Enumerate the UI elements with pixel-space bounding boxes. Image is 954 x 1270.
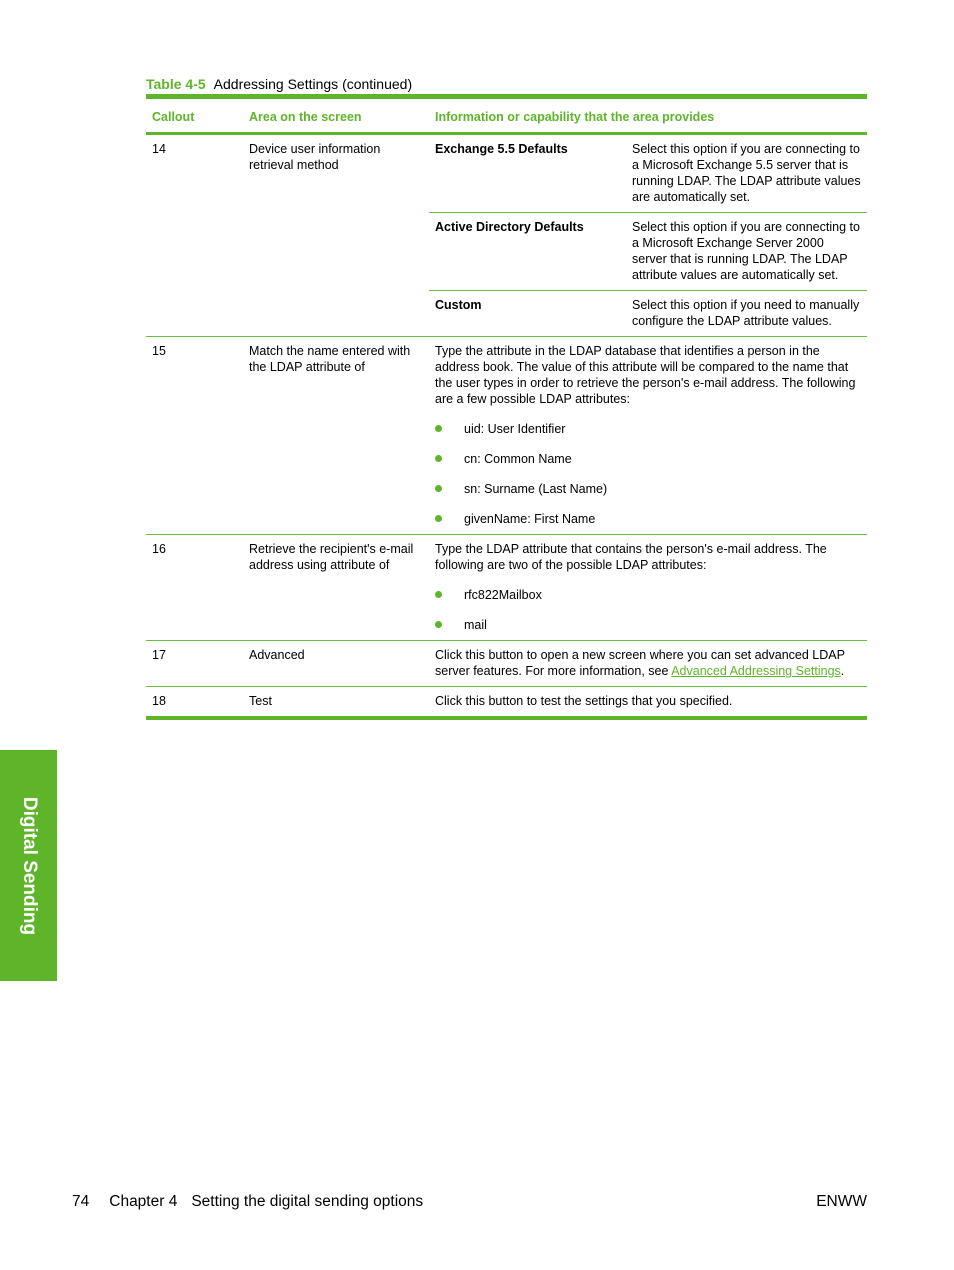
list-item — [435, 481, 861, 497]
bullet-icon — [435, 515, 442, 522]
header-area: Area on the screen — [243, 97, 429, 134]
table-title: Addressing Settings (continued) — [213, 76, 413, 92]
info-cell — [429, 641, 867, 687]
footer-left — [72, 1193, 423, 1211]
bullet-icon — [435, 485, 442, 492]
list-item — [435, 511, 861, 527]
table-row — [146, 687, 867, 719]
option-desc: Select this option if you are connecting to a Microsoft Exchange 5.5 server that is running LDAP. The LDAP attribute values are automatically set. — [626, 135, 867, 213]
list-item-text: rfc822Mailbox — [464, 588, 542, 602]
list-item-text: sn: Surname (Last Name) — [464, 482, 608, 496]
table-row — [146, 134, 867, 337]
header-callout: Callout — [146, 97, 243, 134]
option-row — [429, 135, 867, 213]
bullet-icon — [435, 455, 442, 462]
callout-cell: 15 — [146, 337, 243, 535]
info-cell — [429, 134, 867, 337]
options-subtable — [429, 135, 867, 336]
callout-cell: 14 — [146, 134, 243, 337]
area-cell: Match the name entered with the LDAP attribute of — [243, 337, 429, 535]
info-text: Click this button to open a new screen where you can set advanced LDAP server features. For more information, see — [435, 648, 845, 678]
list-item-text: mail — [464, 618, 487, 632]
table-row — [146, 535, 867, 641]
callout-cell: 17 — [146, 641, 243, 687]
area-cell: Device user information retrieval method — [243, 134, 429, 337]
info-text: Type the LDAP attribute that contains the person's e-mail address. The following are two of the possible LDAP attributes: — [435, 542, 827, 572]
info-cell — [429, 337, 867, 535]
attribute-list — [435, 587, 861, 633]
option-desc: Select this option if you need to manually configure the LDAP attribute values. — [632, 298, 860, 328]
option-row — [429, 291, 867, 337]
area-cell: Advanced — [243, 641, 429, 687]
advanced-addressing-settings-link[interactable]: Advanced Addressing Settings — [671, 664, 841, 678]
table-caption — [146, 76, 412, 92]
info-cell — [429, 535, 867, 641]
table-header-row — [146, 97, 867, 134]
bullet-icon — [435, 621, 442, 628]
header-info: Information or capability that the area provides — [429, 97, 867, 134]
attribute-list — [435, 421, 861, 527]
option-name: Active Directory Defaults — [429, 213, 626, 291]
option-name: Custom — [435, 298, 482, 312]
footer-right: ENWW — [816, 1193, 867, 1210]
list-item-text: uid: User Identifier — [464, 422, 566, 436]
table-row — [146, 337, 867, 535]
list-item — [435, 421, 861, 437]
addressing-settings-table — [146, 94, 867, 720]
chapter-side-tab — [0, 750, 57, 981]
info-text: Type the attribute in the LDAP database that identifies a person in the address book. The value of this attribute will be compared to the name that the user types in order to retrieve the person's e-mail address. The following are a few possible LDAP attributes: — [435, 344, 856, 406]
list-item — [435, 617, 861, 633]
table-row — [146, 641, 867, 687]
chapter-label: Chapter 4 — [109, 1193, 178, 1210]
callout-cell: 18 — [146, 687, 243, 719]
area-cell: Retrieve the recipient's e-mail address using attribute of — [243, 535, 429, 641]
list-item-text: cn: Common Name — [464, 452, 572, 466]
list-item-text: givenName: First Name — [464, 512, 596, 526]
chapter-title: Setting the digital sending options — [191, 1193, 424, 1210]
info-cell: Click this button to test the settings that you specified. — [429, 687, 867, 719]
list-item — [435, 451, 861, 467]
bullet-icon — [435, 425, 442, 432]
page-number: 74 — [72, 1193, 90, 1210]
table-number: Table 4-5 — [146, 76, 206, 92]
list-item — [435, 587, 861, 603]
info-text-end: . — [840, 664, 845, 678]
bullet-icon — [435, 591, 442, 598]
option-name: Exchange 5.5 Defaults — [429, 135, 626, 213]
area-cell: Test — [243, 687, 429, 719]
callout-cell: 16 — [146, 535, 243, 641]
side-tab-label: Digital Sending — [18, 796, 40, 935]
option-row — [429, 213, 867, 291]
option-desc: Select this option if you are connecting to a Microsoft Exchange Server 2000 server that is running LDAP. The LDAP attribute values are automatically set. — [626, 213, 867, 291]
